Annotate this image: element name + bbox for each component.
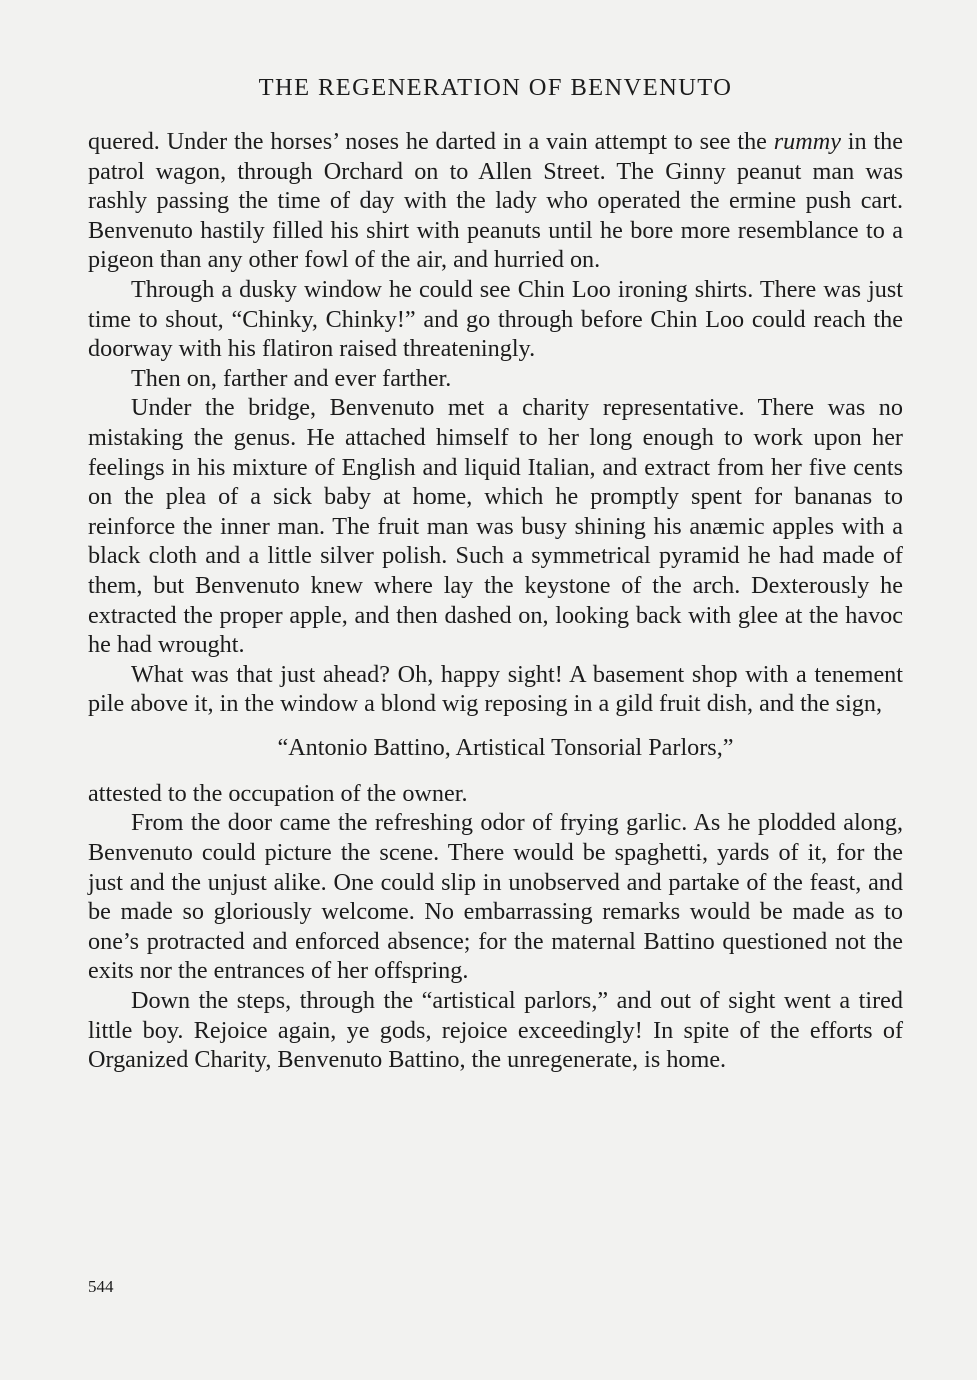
paragraph-2: Through a dusky window he could see Chin Loo ironing shirts. There was just time to shout, “Chinky, Chinky!” and go through before Chin Loo could reach the doorway with his flatiron raised threateningly. xyxy=(88,275,903,363)
italic-word-rummy: rummy xyxy=(773,128,841,155)
paragraph-6: attested to the occupation of the owner. xyxy=(88,779,468,807)
paragraph-4: Under the bridge, Benvenuto met a charity representative. There was no mistaking the genus. He attached himself to her long enough to work upon her feelings in his mixture of English and liquid Italian, and extract from her five cents on the plea of a sick baby at home, which he promptly spent for bananas to reinforce the inner man. The fruit man was busy shining his anæmic apples with a black cloth and a little silver polish. Such a symmetrical pyramid he had made of them, but Benvenuto knew where lay the keystone of the arch. Dexterously he extracted the proper apple, and then dashed on, looking back with glee at the havoc he had wrought. xyxy=(88,394,903,659)
paragraph-1-start: quered. Under the horses’ noses he darted in a vain attempt to see the xyxy=(88,128,774,155)
page-number: 544 xyxy=(88,1277,114,1296)
paragraph-7: From the door came the refreshing odor of frying garlic. As he plodded along, Benvenuto could picture the scene. There would be spaghetti, yards of it, for the just and the unjust alike. One could slip in unobserved and partake of the feast, and be made so gloriously welcome. No embarrassing remarks would be made as to one’s protracted and enforced absence; for the maternal Battino questioned not the exits nor the entrances of her offspring. xyxy=(88,809,903,985)
paragraph-1 xyxy=(88,127,903,275)
body-text xyxy=(88,127,903,1075)
paragraph-8: Down the steps, through the “artistical parlors,” and out of sight went a tired little boy. Rejoice again, ye gods, rejoice exceedingly! In spite of the efforts of Organized Charity, Benvenuto Battino, the unregenerate, is home. xyxy=(88,987,903,1074)
paragraph-5: What was that just ahead? Oh, happy sight! A basement shop with a tenement pile above it, in the window a blond wig reposing in a gild fruit dish, and the sign, xyxy=(88,660,903,718)
shop-sign-quote: “Antonio Battino, Artistical Tonsorial Parlors,” xyxy=(277,733,734,761)
running-head: THE REGENERATION OF BENVENUTO xyxy=(258,74,733,101)
paragraph-3: Then on, farther and ever farther. xyxy=(131,364,452,392)
paragraph-1-end: in the patrol wagon, through Orchard on to Allen Street. The Ginny peanut man was rashly passing the time of day with the lady who operated the ermine push cart. Benvenuto hastily filled his shirt with peanuts until he bore more resemblance to a pigeon than any other fowl of the air, and hurried on. xyxy=(88,128,903,274)
